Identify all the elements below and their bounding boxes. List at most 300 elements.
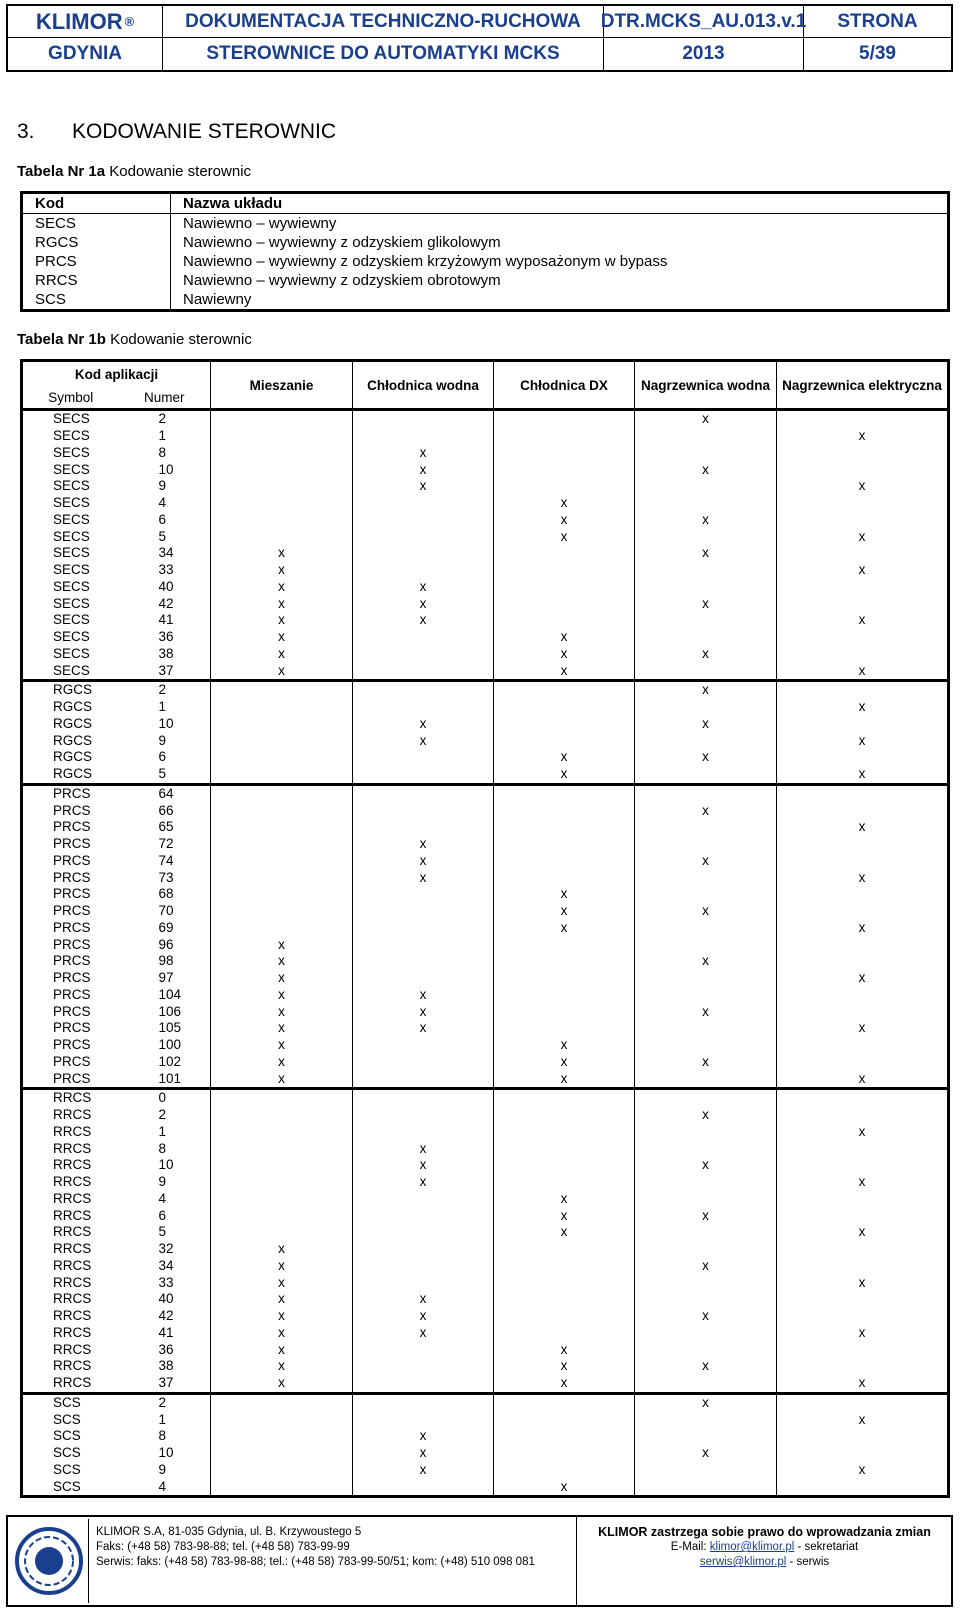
numer-cell: 100 (119, 1037, 211, 1054)
option-cell (494, 1020, 635, 1037)
table-row (22, 970, 949, 987)
option-cell (211, 1107, 353, 1124)
option-cell (353, 646, 494, 663)
option-cell (777, 1241, 949, 1258)
option-cell: x (353, 612, 494, 629)
option-cell (211, 1393, 353, 1411)
option-cell (635, 1462, 777, 1479)
numer-cell: 9 (119, 1174, 211, 1191)
symbol-cell: SECS (22, 410, 119, 428)
symbol-cell: RRCS (22, 1140, 119, 1157)
option-cell (494, 681, 635, 699)
option-cell: x (211, 1070, 353, 1088)
option-cell: x (494, 749, 635, 766)
table-row (22, 252, 949, 271)
option-cell (494, 1089, 635, 1107)
code-cell: RGCS (22, 233, 171, 252)
option-cell (353, 528, 494, 545)
option-cell (494, 1428, 635, 1445)
option-cell (353, 699, 494, 716)
numer-cell: 4 (119, 1478, 211, 1496)
table-row (22, 595, 949, 612)
symbol-cell: SECS (22, 495, 119, 512)
option-cell: x (353, 987, 494, 1004)
option-cell (635, 819, 777, 836)
option-cell (635, 1274, 777, 1291)
option-cell: x (211, 1325, 353, 1342)
option-cell (353, 1241, 494, 1258)
option-cell: x (211, 1274, 353, 1291)
option-cell (635, 1478, 777, 1496)
table-row (22, 290, 949, 311)
name-cell: Nawiewno – wywiewny (183, 215, 337, 232)
name-cell: Nawiewno – wywiewny z odzyskiem krzyżowym wyposażonym w bypass (183, 253, 668, 270)
symbol-cell: RRCS (22, 1241, 119, 1258)
table-row (22, 233, 949, 252)
numer-cell: 10 (119, 1157, 211, 1174)
numer-cell: 36 (119, 1341, 211, 1358)
option-cell (494, 936, 635, 953)
option-cell: x (211, 646, 353, 663)
option-cell (777, 1207, 949, 1224)
symbol-cell: SECS (22, 478, 119, 495)
option-cell: x (211, 1291, 353, 1308)
option-cell: x (353, 595, 494, 612)
option-cell (211, 1124, 353, 1141)
option-cell (353, 681, 494, 699)
code-cell: PRCS (22, 252, 171, 271)
symbol-cell: RGCS (22, 732, 119, 749)
numer-cell: 5 (119, 1224, 211, 1241)
symbol-cell: PRCS (22, 784, 119, 802)
option-cell (777, 1393, 949, 1411)
option-cell (211, 1445, 353, 1462)
numer-cell: 10 (119, 1445, 211, 1462)
option-cell (777, 1054, 949, 1071)
table-row (22, 495, 949, 512)
option-cell: x (494, 920, 635, 937)
symbol-cell: PRCS (22, 970, 119, 987)
symbol-cell: PRCS (22, 1020, 119, 1037)
symbol-cell: PRCS (22, 1003, 119, 1020)
option-cell (494, 970, 635, 987)
option-cell (353, 1274, 494, 1291)
option-cell (494, 595, 635, 612)
symbol-cell: PRCS (22, 987, 119, 1004)
option-cell: x (635, 1393, 777, 1411)
option-cell (635, 1140, 777, 1157)
option-cell (494, 445, 635, 462)
table-row (22, 1020, 949, 1037)
option-cell: x (777, 1375, 949, 1393)
option-cell (211, 1207, 353, 1224)
symbol-cell: PRCS (22, 802, 119, 819)
option-cell: x (777, 970, 949, 987)
numer-cell: 68 (119, 886, 211, 903)
option-cell (211, 749, 353, 766)
table-row (22, 579, 949, 596)
option-cell: x (494, 903, 635, 920)
option-cell (353, 802, 494, 819)
option-cell: x (353, 1020, 494, 1037)
option-cell (353, 1054, 494, 1071)
option-cell: x (353, 1174, 494, 1191)
option-cell (353, 562, 494, 579)
option-cell (635, 699, 777, 716)
option-cell: x (777, 920, 949, 937)
option-cell (635, 1428, 777, 1445)
option-cell: x (777, 612, 949, 629)
option-cell (777, 545, 949, 562)
option-cell: x (777, 1325, 949, 1342)
numer-cell: 64 (119, 784, 211, 802)
city: GDYNIA (8, 38, 163, 70)
option-cell (211, 1224, 353, 1241)
numer-cell: 5 (119, 766, 211, 784)
option-cell (494, 802, 635, 819)
table-row (22, 629, 949, 646)
option-cell (353, 1411, 494, 1428)
symbol-cell: RRCS (22, 1308, 119, 1325)
option-cell (635, 428, 777, 445)
option-cell (353, 1191, 494, 1208)
option-cell: x (635, 1258, 777, 1275)
option-cell (635, 629, 777, 646)
option-cell: x (494, 512, 635, 529)
option-cell: x (777, 869, 949, 886)
option-cell (211, 853, 353, 870)
option-cell: x (635, 646, 777, 663)
option-cell: x (494, 1375, 635, 1393)
option-cell: x (777, 699, 949, 716)
option-cell (494, 1445, 635, 1462)
table-row (22, 1003, 949, 1020)
numer-cell: 65 (119, 819, 211, 836)
option-cell: x (353, 445, 494, 462)
option-cell: x (777, 1462, 949, 1479)
table-row (22, 987, 949, 1004)
option-cell (777, 445, 949, 462)
numer-cell: 70 (119, 903, 211, 920)
option-cell: x (353, 716, 494, 733)
option-cell (635, 1174, 777, 1191)
numer-cell: 1 (119, 1124, 211, 1141)
numer-cell: 40 (119, 579, 211, 596)
symbol-cell: SCS (22, 1411, 119, 1428)
option-cell (635, 612, 777, 629)
option-cell: x (211, 1308, 353, 1325)
numer-cell: 5 (119, 528, 211, 545)
numer-cell: 9 (119, 478, 211, 495)
table-row (22, 1445, 949, 1462)
numer-cell: 8 (119, 1140, 211, 1157)
table-row (22, 445, 949, 462)
symbol-cell: RRCS (22, 1341, 119, 1358)
table-row (22, 428, 949, 445)
option-cell (353, 1037, 494, 1054)
option-cell (494, 869, 635, 886)
symbol-cell: SCS (22, 1445, 119, 1462)
option-cell (635, 1191, 777, 1208)
symbol-cell: RRCS (22, 1224, 119, 1241)
table-row (22, 749, 949, 766)
symbol-cell: PRCS (22, 869, 119, 886)
symbol-cell: SECS (22, 612, 119, 629)
option-cell (211, 1428, 353, 1445)
table-1a-header-cell: Nazwa układu (171, 193, 949, 214)
symbol-cell: RRCS (22, 1124, 119, 1141)
option-cell: x (494, 646, 635, 663)
option-cell (353, 495, 494, 512)
option-cell (635, 1375, 777, 1393)
numer-cell: 32 (119, 1241, 211, 1258)
symbol-cell: RRCS (22, 1107, 119, 1124)
symbol-cell: SECS (22, 662, 119, 680)
option-cell (494, 410, 635, 428)
option-cell (635, 936, 777, 953)
option-cell (494, 699, 635, 716)
symbol-cell: SCS (22, 1462, 119, 1479)
numer-cell: 2 (119, 1393, 211, 1411)
table-row (22, 766, 949, 784)
option-cell (635, 1291, 777, 1308)
option-cell (777, 681, 949, 699)
symbol-cell: RRCS (22, 1375, 119, 1393)
symbol-cell: SECS (22, 512, 119, 529)
option-cell: x (494, 766, 635, 784)
option-cell: x (777, 562, 949, 579)
option-cell (353, 749, 494, 766)
email-link[interactable]: klimor@klimor.pl (709, 1541, 795, 1553)
option-cell (777, 410, 949, 428)
numer-cell: 69 (119, 920, 211, 937)
table-row (22, 1037, 949, 1054)
numer-cell: 98 (119, 953, 211, 970)
option-cell: x (353, 1291, 494, 1308)
symbol-cell: SECS (22, 461, 119, 478)
table-row (22, 784, 949, 802)
option-cell (777, 629, 949, 646)
option-cell (635, 732, 777, 749)
option-cell: x (635, 903, 777, 920)
table-row (22, 512, 949, 529)
option-cell: x (211, 1020, 353, 1037)
option-cell: x (494, 662, 635, 680)
table-row (22, 410, 949, 428)
table-row (22, 1207, 949, 1224)
option-cell (635, 836, 777, 853)
symbol-cell: PRCS (22, 1037, 119, 1054)
numer-cell: 38 (119, 1358, 211, 1375)
table-row (22, 699, 949, 716)
option-cell (353, 920, 494, 937)
option-cell: x (353, 1445, 494, 1462)
table-row (22, 1174, 949, 1191)
numer-cell: 106 (119, 1003, 211, 1020)
option-cell (777, 853, 949, 870)
option-cell: x (211, 612, 353, 629)
numer-cell: 2 (119, 681, 211, 699)
symbol-cell: SECS (22, 445, 119, 462)
option-cell (635, 920, 777, 937)
option-cell (353, 819, 494, 836)
option-cell: x (353, 1157, 494, 1174)
option-cell: x (494, 1341, 635, 1358)
option-cell (211, 784, 353, 802)
option-cell: x (211, 1054, 353, 1071)
table-row (22, 1308, 949, 1325)
option-cell: x (211, 970, 353, 987)
option-cell: x (635, 953, 777, 970)
numer-cell: 10 (119, 461, 211, 478)
option-cell (494, 953, 635, 970)
option-cell: x (211, 1241, 353, 1258)
option-cell (635, 662, 777, 680)
option-cell (211, 512, 353, 529)
option-cell: x (635, 595, 777, 612)
option-cell (494, 579, 635, 596)
table-row (22, 1291, 949, 1308)
option-cell (353, 936, 494, 953)
option-cell (635, 886, 777, 903)
symbol-cell: SCS (22, 1393, 119, 1411)
option-cell (777, 987, 949, 1004)
option-cell (211, 732, 353, 749)
col-header: Chłodnica wodna (353, 361, 494, 410)
code-cell: SCS (22, 290, 171, 311)
option-cell (635, 495, 777, 512)
option-cell (494, 1411, 635, 1428)
option-cell: x (211, 1358, 353, 1375)
option-cell: x (777, 428, 949, 445)
symbol-cell: RRCS (22, 1089, 119, 1107)
symbol-cell: RGCS (22, 681, 119, 699)
option-cell: x (494, 886, 635, 903)
option-cell (494, 1174, 635, 1191)
numer-cell: 42 (119, 1308, 211, 1325)
option-cell (635, 1070, 777, 1088)
option-cell: x (353, 853, 494, 870)
option-cell (635, 766, 777, 784)
symbol-cell: PRCS (22, 936, 119, 953)
table-row (22, 1325, 949, 1342)
option-cell: x (635, 410, 777, 428)
option-cell (635, 970, 777, 987)
option-cell: x (635, 461, 777, 478)
symbol-cell: RGCS (22, 699, 119, 716)
option-cell: x (494, 1358, 635, 1375)
option-cell (211, 802, 353, 819)
table-1a (20, 191, 950, 312)
option-cell (494, 1274, 635, 1291)
option-cell (494, 1124, 635, 1141)
option-cell (777, 1157, 949, 1174)
doc-title: DOKUMENTACJA TECHNICZNO-RUCHOWA (163, 6, 604, 38)
option-cell (777, 886, 949, 903)
option-cell (353, 1070, 494, 1088)
symbol-cell: PRCS (22, 886, 119, 903)
option-cell: x (777, 478, 949, 495)
option-cell (353, 1089, 494, 1107)
option-cell: x (353, 478, 494, 495)
symbol-cell: RRCS (22, 1291, 119, 1308)
option-cell: x (635, 1207, 777, 1224)
numer-cell: 74 (119, 853, 211, 870)
table-row (22, 612, 949, 629)
option-cell: x (635, 1054, 777, 1071)
option-cell (635, 445, 777, 462)
numer-cell: 33 (119, 1274, 211, 1291)
option-cell (353, 970, 494, 987)
table-row (22, 903, 949, 920)
option-cell (211, 681, 353, 699)
table-1b-caption: Tabela Nr 1b Kodowanie sterownic (17, 331, 252, 348)
table-row (22, 1054, 949, 1071)
numer-cell: 104 (119, 987, 211, 1004)
numer-cell: 36 (119, 629, 211, 646)
option-cell (494, 428, 635, 445)
option-cell: x (211, 562, 353, 579)
symbol-cell: PRCS (22, 836, 119, 853)
table-row (22, 1107, 949, 1124)
option-cell (777, 461, 949, 478)
table-row (22, 1358, 949, 1375)
option-cell (353, 766, 494, 784)
option-cell (635, 528, 777, 545)
numer-cell: 8 (119, 1428, 211, 1445)
option-cell: x (211, 1341, 353, 1358)
option-cell (777, 1428, 949, 1445)
option-cell (494, 612, 635, 629)
symbol-cell: RGCS (22, 716, 119, 733)
service-email-link[interactable]: serwis@klimor.pl (699, 1556, 787, 1568)
option-cell (211, 461, 353, 478)
table-row (22, 920, 949, 937)
option-cell (777, 495, 949, 512)
option-cell (494, 1140, 635, 1157)
option-cell (777, 512, 949, 529)
option-cell: x (635, 802, 777, 819)
option-cell (777, 953, 949, 970)
table-row (22, 802, 949, 819)
option-cell (211, 1089, 353, 1107)
numer-cell: 73 (119, 869, 211, 886)
option-cell: x (211, 662, 353, 680)
name-cell: Nawiewno – wywiewny z odzyskiem glikolowym (183, 234, 501, 251)
option-cell (635, 1020, 777, 1037)
numer-cell: 6 (119, 749, 211, 766)
option-cell (494, 1258, 635, 1275)
symbol-cell: RRCS (22, 1207, 119, 1224)
option-cell (635, 1411, 777, 1428)
header-kod-aplikacji: Kod aplikacji (22, 361, 211, 387)
option-cell (353, 662, 494, 680)
option-cell: x (635, 1308, 777, 1325)
option-cell (494, 1107, 635, 1124)
table-row (22, 1258, 949, 1275)
numer-cell: 97 (119, 970, 211, 987)
option-cell (353, 629, 494, 646)
col-header: Mieszanie (211, 361, 353, 410)
option-cell (635, 1325, 777, 1342)
option-cell: x (635, 749, 777, 766)
numer-cell: 34 (119, 1258, 211, 1275)
option-cell (353, 953, 494, 970)
option-cell: x (777, 1274, 949, 1291)
option-cell (211, 1174, 353, 1191)
table-row (22, 528, 949, 545)
option-cell (494, 987, 635, 1004)
